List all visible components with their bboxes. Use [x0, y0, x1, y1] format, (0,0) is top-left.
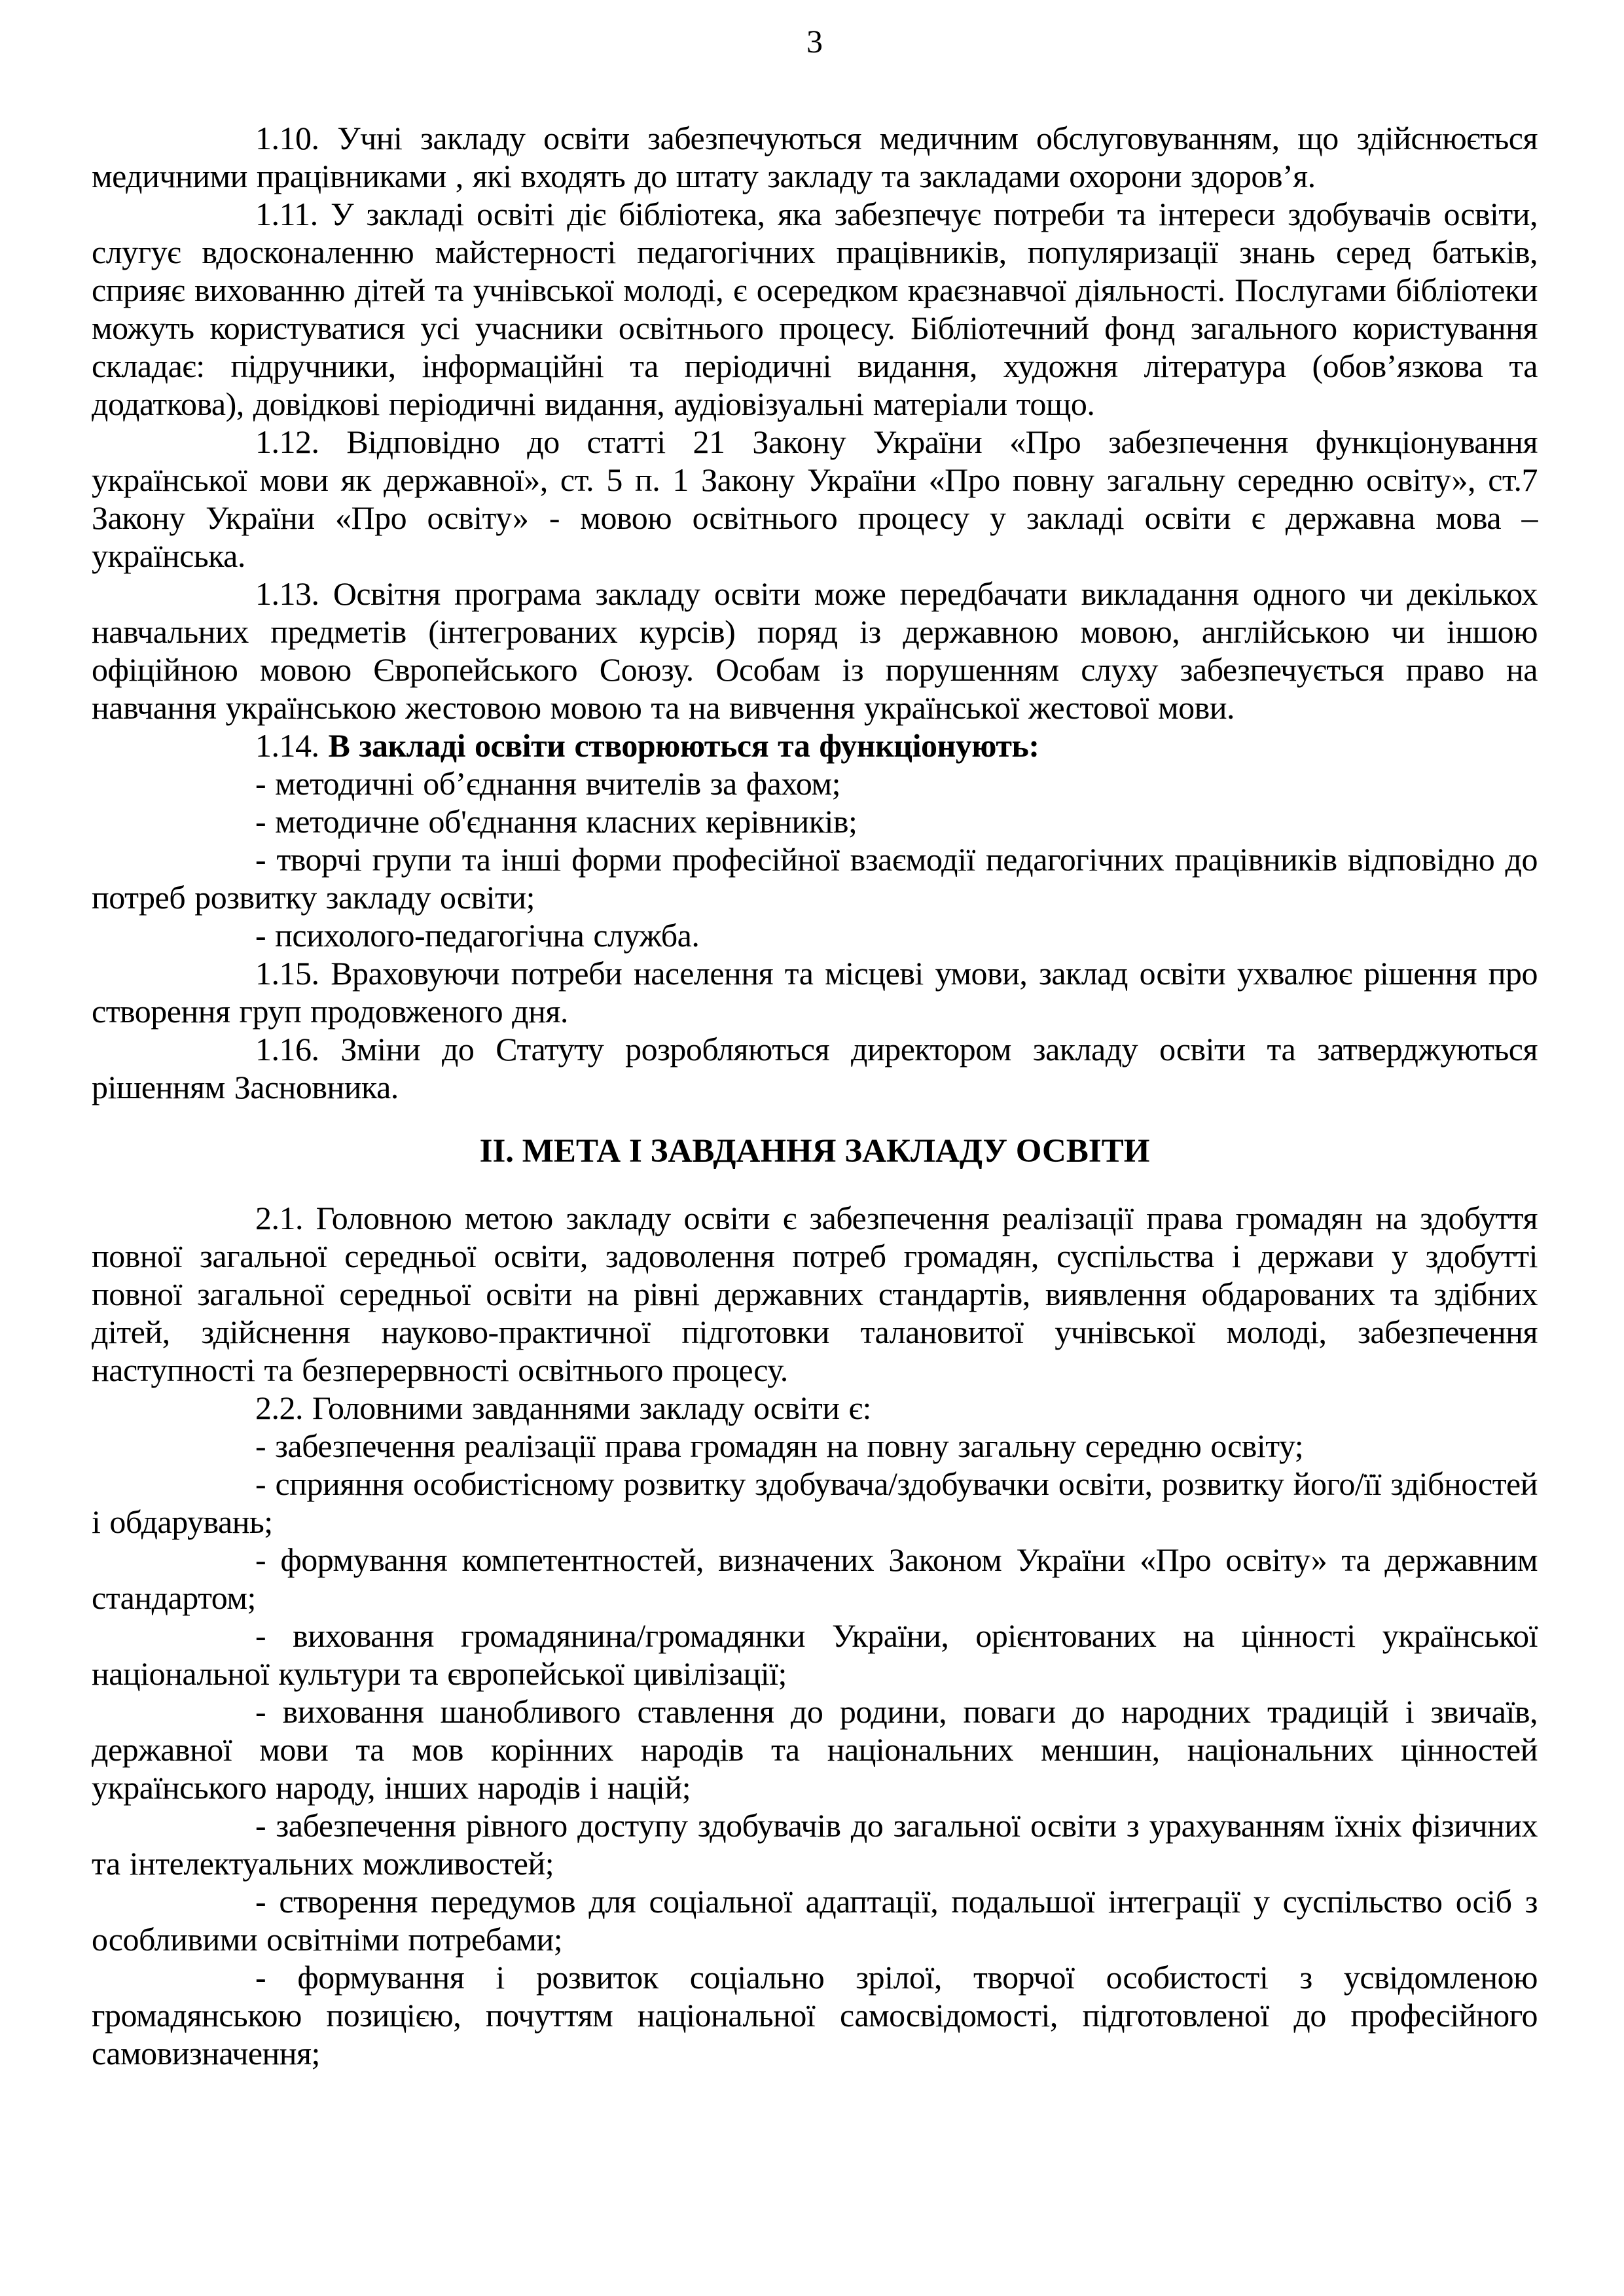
- bullet-equal-access: [92, 1806, 1538, 1882]
- bullet-methodical-subject: [92, 764, 1538, 802]
- bullet-competencies: [92, 1541, 1538, 1617]
- bullet-respect-family-text: - виховання шанобливого ставлення до родини, поваги до народних традицій і звичаїв, державної мови та мов корінних народів та національних меншин, національних цінностей українського народу, інших народів і націй;: [92, 1693, 1538, 1806]
- bullet-personal-development: [92, 1465, 1538, 1541]
- document-body: [92, 119, 1538, 2072]
- clause-1-14: [92, 726, 1538, 764]
- bullet-methodical-subject-text: - методичні об’єднання вчителів за фахом;: [255, 765, 840, 802]
- clause-1-12: [92, 423, 1538, 575]
- bullet-methodical-class: [92, 802, 1538, 840]
- bullet-social-adaptation: [92, 1882, 1538, 1958]
- clause-1-16: [92, 1030, 1538, 1106]
- clause-1-15: [92, 954, 1538, 1030]
- clause-1-12-text: 1.12. Відповідно до статті 21 Закону України «Про забезпечення функціонування української мови як державної», ст. 5 п. 1 Закону України «Про повну загальну середню освіту», ст.7 Закону України «Про освіту» - мовою освітнього процесу у закладі освіти є державна мова – українська.: [92, 423, 1538, 574]
- clause-1-16-text: 1.16. Зміни до Статуту розробляються директором закладу освіти та затверджуються рішенням Засновника.: [92, 1031, 1538, 1105]
- clause-2-2-text: 2.2. Головними завданнями закладу освіти є:: [255, 1390, 871, 1426]
- bullet-mature-personality-text: - формування і розвиток соціально зрілої, творчої особистості з усвідомленою громадянською позицією, почуттям національної самосвідомості, підготовленої до професійного самовизначення;: [92, 1959, 1538, 2072]
- bullet-creative-groups-text: - творчі групи та інші форми професійної взаємодії педагогічних працівників відповідно до потреб розвитку закладу освіти;: [92, 841, 1538, 916]
- bullet-methodical-class-text: - методичне об'єднання класних керівників;: [255, 803, 857, 840]
- clause-1-11-text: 1.11. У закладі освіті діє бібліотека, яка забезпечує потреби та інтереси здобувачів освіти, слугує вдосконаленню майстерності педагогічних працівників, популяризації знань серед батьків, сприяє вихованню дітей та учнівської молоді, є осередком краєзнавчої діяльності. Послугами бібліотеки можуть користуватися усі учасники освітнього процесу. Бібліотечний фонд загального користування складає: підручники, інформаційні та періодичні видання, художня література (обов’язкова та додаткова), довідкові періодичні видання, аудіовізуальні матеріали тощо.: [92, 196, 1538, 422]
- clause-1-14-text: 1.14.: [255, 727, 329, 764]
- bullet-mature-personality: [92, 1958, 1538, 2072]
- clause-1-11: [92, 195, 1538, 423]
- clause-1-15-text: 1.15. Враховуючи потреби населення та місцеві умови, заклад освіти ухвалює рішення про створення груп продовженого дня.: [92, 955, 1538, 1030]
- bullet-right-to-education-text: - забезпечення реалізації права громадян на повну загальну середню освіту;: [255, 1427, 1304, 1464]
- bullet-psychological-service: [92, 916, 1538, 954]
- bullet-personal-development-text: - сприяння особистісному розвитку здобувача/здобувачки освіти, розвитку його/її здібностей і обдарувань;: [92, 1465, 1538, 1540]
- clause-2-1-text: 2.1. Головною метою закладу освіти є забезпечення реалізації права громадян на здобуття повної загальної середньої освіти, задоволення потреб громадян, суспільства і держави у здобутті повної загальної середньої освіти на рівні державних стандартів, виявлення обдарованих та здібних дітей, здійснення науково-практичної підготовки талановитої учнівської молоді, забезпечення наступності та безперервності освітнього процесу.: [92, 1200, 1538, 1388]
- bullet-equal-access-text: - забезпечення рівного доступу здобувачів до загальної освіти з урахуванням їхніх фізичних та інтелектуальних можливостей;: [92, 1807, 1538, 1882]
- clause-2-1: [92, 1199, 1538, 1389]
- section-2-heading-text: ІІ. МЕТА І ЗАВДАННЯ ЗАКЛАДУ ОСВІТИ: [479, 1133, 1150, 1170]
- bullet-psychological-service-text: - психолого-педагогічна служба.: [255, 917, 700, 954]
- bullet-respect-family: [92, 1693, 1538, 1806]
- bullet-right-to-education: [92, 1427, 1538, 1465]
- clause-2-2: [92, 1389, 1538, 1427]
- section-2-heading: [92, 1132, 1538, 1170]
- bullet-citizen-upbringing-text: - виховання громадянина/громадянки України, орієнтованих на цінності української національної культури та європейської цивілізації;: [92, 1617, 1538, 1692]
- clause-1-10: [92, 119, 1538, 195]
- clause-1-14-bold-text: В закладі освіти створюються та функціонують:: [328, 727, 1039, 764]
- bullet-citizen-upbringing: [92, 1617, 1538, 1693]
- page-number: 3: [806, 23, 823, 60]
- clause-1-13-text: 1.13. Освітня програма закладу освіти може передбачати викладання одного чи декількох навчальних предметів (інтегрованих курсів) поряд із державною мовою, англійською чи іншою офіційною мовою Європейського Союзу. Особам із порушенням слуху забезпечується право на навчання українською жестовою мовою та на вивчення української жестової мови.: [92, 575, 1538, 726]
- bullet-social-adaptation-text: - створення передумов для соціальної адаптації, подальшої інтеграції у суспільство осіб з особливими освітніми потребами;: [92, 1883, 1538, 1958]
- bullet-competencies-text: - формування компетентностей, визначених Законом України «Про освіту» та державним стандартом;: [92, 1541, 1538, 1616]
- clause-1-10-text: 1.10. Учні закладу освіти забезпечуються медичним обслуговуванням, що здійснюється медичними працівниками , які входять до штату закладу та закладами охорони здоров’я.: [92, 120, 1538, 194]
- bullet-creative-groups: [92, 840, 1538, 916]
- clause-1-13: [92, 575, 1538, 726]
